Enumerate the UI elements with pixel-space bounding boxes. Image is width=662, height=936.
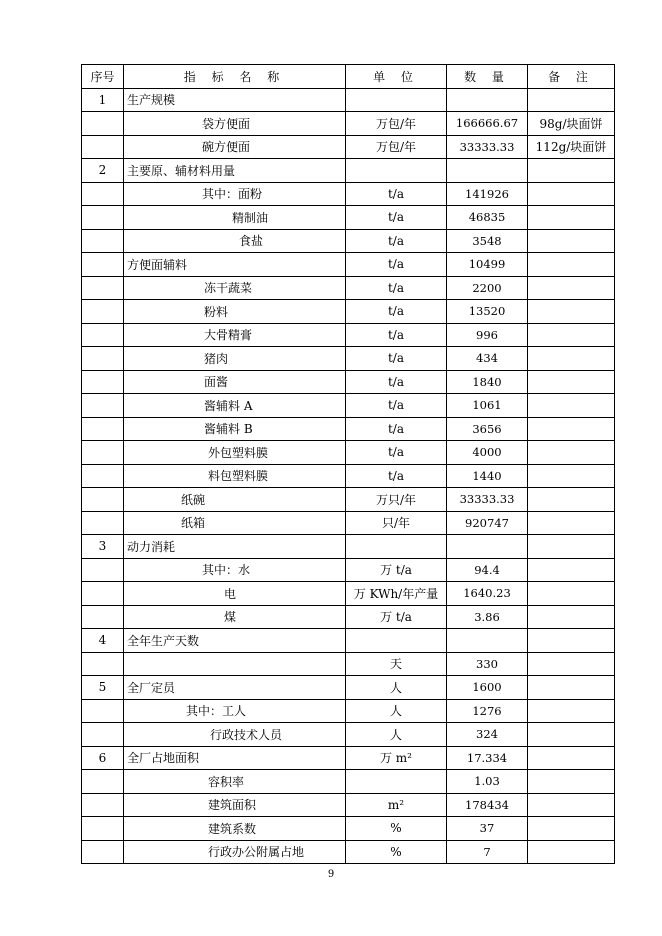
cell-qty: 10499 [447, 253, 528, 277]
cell-unit: t/a [346, 253, 447, 277]
table-row [82, 159, 615, 183]
cell-indicator: 酱辅料 A [124, 394, 346, 418]
cell-unit [346, 629, 447, 653]
cell-unit: t/a [346, 417, 447, 441]
table-row [82, 300, 615, 324]
cell-unit: 只/年 [346, 511, 447, 535]
header-seq: 序号 [82, 65, 124, 89]
cell-indicator: 容积率 [124, 770, 346, 794]
table-row [82, 699, 615, 723]
cell-seq [82, 441, 124, 465]
cell-unit: m² [346, 793, 447, 817]
cell-qty [447, 629, 528, 653]
cell-note [528, 605, 615, 629]
cell-indicator: 料包塑料膜 [124, 464, 346, 488]
cell-note [528, 182, 615, 206]
table-row [82, 488, 615, 512]
cell-indicator: 行政办公附属占地 [124, 840, 346, 864]
cell-qty: 17.334 [447, 746, 528, 770]
cell-qty: 166666.67 [447, 112, 528, 136]
cell-seq [82, 582, 124, 606]
cell-seq [82, 770, 124, 794]
cell-qty: 141926 [447, 182, 528, 206]
cell-unit: t/a [346, 229, 447, 253]
cell-seq [82, 276, 124, 300]
cell-qty: 46835 [447, 206, 528, 230]
cell-note [528, 441, 615, 465]
cell-qty [447, 88, 528, 112]
table-row [82, 441, 615, 465]
table-row [82, 793, 615, 817]
table-row [82, 206, 615, 230]
cell-unit: % [346, 840, 447, 864]
cell-qty: 37 [447, 817, 528, 841]
cell-seq [82, 394, 124, 418]
cell-note: 112g/块面饼 [528, 135, 615, 159]
cell-unit: 万 KWh/年产量 [346, 582, 447, 606]
cell-note [528, 770, 615, 794]
cell-note: 98g/块面饼 [528, 112, 615, 136]
cell-qty: 94.4 [447, 558, 528, 582]
cell-note [528, 464, 615, 488]
cell-indicator: 精制油 [124, 206, 346, 230]
cell-indicator: 动力消耗 [124, 535, 346, 559]
cell-unit: 万包/年 [346, 112, 447, 136]
cell-qty: 330 [447, 652, 528, 676]
cell-seq [82, 699, 124, 723]
table-row [82, 276, 615, 300]
cell-qty [447, 159, 528, 183]
cell-seq: 6 [82, 746, 124, 770]
cell-note [528, 323, 615, 347]
cell-unit [346, 88, 447, 112]
cell-seq [82, 323, 124, 347]
cell-indicator: 冻干蔬菜 [124, 276, 346, 300]
cell-seq: 5 [82, 676, 124, 700]
table-row [82, 511, 615, 535]
cell-seq: 4 [82, 629, 124, 653]
cell-indicator: 猪肉 [124, 347, 346, 371]
cell-indicator: 主要原、辅材料用量 [124, 159, 346, 183]
table-row [82, 182, 615, 206]
cell-indicator: 袋方便面 [124, 112, 346, 136]
cell-note [528, 511, 615, 535]
cell-indicator: 食盐 [124, 229, 346, 253]
cell-note [528, 840, 615, 864]
cell-qty: 2200 [447, 276, 528, 300]
cell-unit: t/a [346, 276, 447, 300]
cell-qty: 1840 [447, 370, 528, 394]
cell-indicator: 面酱 [124, 370, 346, 394]
cell-unit: t/a [346, 394, 447, 418]
cell-seq [82, 605, 124, 629]
cell-unit: t/a [346, 464, 447, 488]
cell-unit: t/a [346, 182, 447, 206]
cell-seq [82, 793, 124, 817]
cell-indicator: 生产规模 [124, 88, 346, 112]
cell-note [528, 699, 615, 723]
cell-seq [82, 817, 124, 841]
cell-note [528, 276, 615, 300]
cell-qty: 1.03 [447, 770, 528, 794]
cell-note [528, 253, 615, 277]
header-unit: 单 位 [346, 65, 447, 89]
cell-indicator: 全年生产天数 [124, 629, 346, 653]
cell-indicator: 纸碗 [124, 488, 346, 512]
cell-qty [447, 535, 528, 559]
cell-note [528, 206, 615, 230]
table-row [82, 605, 615, 629]
cell-note [528, 652, 615, 676]
table-row [82, 723, 615, 747]
cell-qty: 33333.33 [447, 488, 528, 512]
cell-seq [82, 206, 124, 230]
cell-note [528, 558, 615, 582]
cell-unit: 万包/年 [346, 135, 447, 159]
cell-seq [82, 229, 124, 253]
cell-indicator: 其中：水 [124, 558, 346, 582]
table-row [82, 323, 615, 347]
cell-seq [82, 464, 124, 488]
table-row [82, 253, 615, 277]
cell-note [528, 582, 615, 606]
cell-seq [82, 652, 124, 676]
table-row [82, 770, 615, 794]
cell-note [528, 793, 615, 817]
cell-qty: 920747 [447, 511, 528, 535]
cell-unit: 万 m² [346, 746, 447, 770]
table-row [82, 347, 615, 371]
table-row [82, 629, 615, 653]
indicator-table [81, 64, 615, 864]
cell-qty: 1640.23 [447, 582, 528, 606]
cell-seq [82, 135, 124, 159]
cell-qty: 996 [447, 323, 528, 347]
cell-indicator: 建筑系数 [124, 817, 346, 841]
cell-qty: 434 [447, 347, 528, 371]
cell-qty: 33333.33 [447, 135, 528, 159]
cell-seq: 3 [82, 535, 124, 559]
cell-indicator: 全厂定员 [124, 676, 346, 700]
table-row [82, 88, 615, 112]
cell-indicator: 其中：面粉 [124, 182, 346, 206]
cell-seq [82, 488, 124, 512]
cell-indicator: 粉料 [124, 300, 346, 324]
cell-note [528, 159, 615, 183]
cell-unit: t/a [346, 441, 447, 465]
table-row [82, 817, 615, 841]
cell-note [528, 723, 615, 747]
cell-unit [346, 770, 447, 794]
cell-qty: 13520 [447, 300, 528, 324]
cell-indicator: 电 [124, 582, 346, 606]
cell-unit: t/a [346, 370, 447, 394]
cell-qty: 1061 [447, 394, 528, 418]
table-row [82, 558, 615, 582]
cell-indicator: 纸箱 [124, 511, 346, 535]
cell-note [528, 629, 615, 653]
cell-seq [82, 370, 124, 394]
cell-unit: t/a [346, 206, 447, 230]
cell-note [528, 676, 615, 700]
cell-qty: 324 [447, 723, 528, 747]
cell-qty: 1276 [447, 699, 528, 723]
cell-note [528, 488, 615, 512]
header-qty: 数 量 [447, 65, 528, 89]
cell-indicator: 行政技术人员 [124, 723, 346, 747]
cell-note [528, 394, 615, 418]
cell-note [528, 347, 615, 371]
cell-indicator: 大骨精膏 [124, 323, 346, 347]
cell-seq [82, 417, 124, 441]
cell-indicator: 建筑面积 [124, 793, 346, 817]
cell-seq [82, 300, 124, 324]
cell-unit: 天 [346, 652, 447, 676]
table-row [82, 535, 615, 559]
cell-seq [82, 723, 124, 747]
table-row [82, 370, 615, 394]
cell-note [528, 300, 615, 324]
table-row [82, 676, 615, 700]
table-row [82, 652, 615, 676]
cell-note [528, 535, 615, 559]
header-indicator: 指 标 名 称 [124, 65, 346, 89]
cell-unit: 人 [346, 676, 447, 700]
cell-qty: 3656 [447, 417, 528, 441]
cell-indicator: 全厂占地面积 [124, 746, 346, 770]
cell-qty: 1440 [447, 464, 528, 488]
table-row [82, 135, 615, 159]
cell-seq [82, 347, 124, 371]
cell-seq: 2 [82, 159, 124, 183]
cell-indicator: 外包塑料膜 [124, 441, 346, 465]
cell-indicator: 其中：工人 [124, 699, 346, 723]
cell-unit [346, 535, 447, 559]
cell-qty: 7 [447, 840, 528, 864]
cell-qty: 4000 [447, 441, 528, 465]
cell-seq [82, 511, 124, 535]
cell-indicator: 方便面辅料 [124, 253, 346, 277]
table-row [82, 746, 615, 770]
table-row [82, 394, 615, 418]
cell-unit [346, 159, 447, 183]
cell-unit: % [346, 817, 447, 841]
cell-unit: t/a [346, 347, 447, 371]
cell-seq [82, 253, 124, 277]
cell-seq [82, 558, 124, 582]
cell-unit: 万 t/a [346, 558, 447, 582]
cell-note [528, 746, 615, 770]
table-row [82, 840, 615, 864]
cell-qty: 178434 [447, 793, 528, 817]
table-header-row [82, 65, 615, 89]
cell-qty: 3.86 [447, 605, 528, 629]
table-row [82, 229, 615, 253]
table-body [82, 88, 615, 864]
cell-unit: 万只/年 [346, 488, 447, 512]
cell-unit: t/a [346, 300, 447, 324]
cell-unit: 万 t/a [346, 605, 447, 629]
cell-unit: t/a [346, 323, 447, 347]
cell-seq [82, 840, 124, 864]
cell-indicator: 碗方便面 [124, 135, 346, 159]
table-row [82, 417, 615, 441]
table-row [82, 112, 615, 136]
cell-indicator: 煤 [124, 605, 346, 629]
cell-note [528, 370, 615, 394]
page-number: 9 [327, 869, 335, 880]
cell-note [528, 88, 615, 112]
cell-qty: 3548 [447, 229, 528, 253]
cell-seq [82, 182, 124, 206]
cell-note [528, 817, 615, 841]
cell-seq: 1 [82, 88, 124, 112]
cell-note [528, 417, 615, 441]
cell-unit: 人 [346, 699, 447, 723]
cell-indicator: 酱辅料 B [124, 417, 346, 441]
table-row [82, 582, 615, 606]
cell-seq [82, 112, 124, 136]
cell-qty: 1600 [447, 676, 528, 700]
table-row [82, 464, 615, 488]
cell-indicator [124, 652, 346, 676]
cell-unit: 人 [346, 723, 447, 747]
cell-note [528, 229, 615, 253]
header-note: 备 注 [528, 65, 615, 89]
